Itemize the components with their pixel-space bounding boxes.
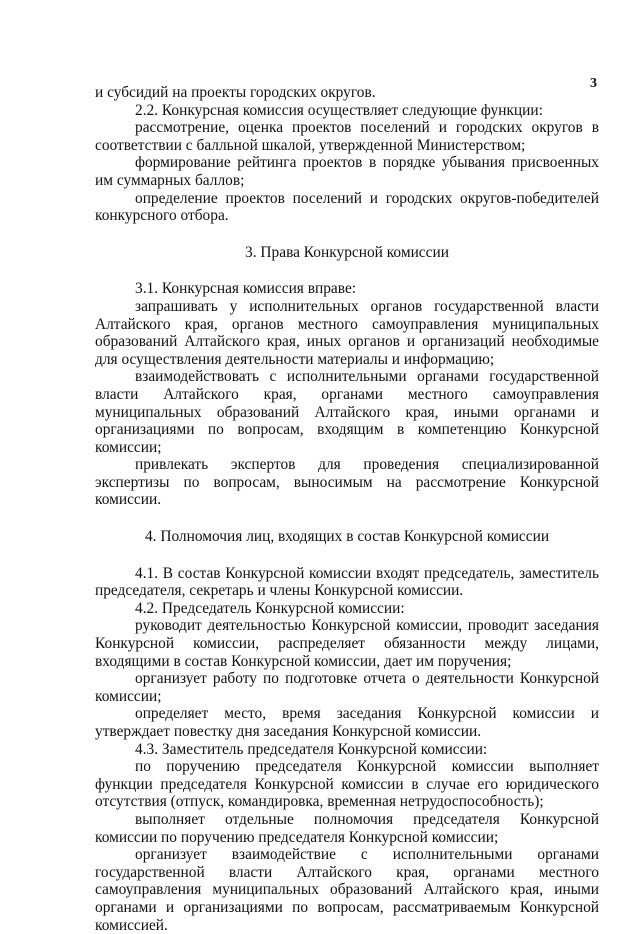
paragraph-right-interact: взаимодействовать с исполнительными органами государственной власти Алтайского края, органами местного самоуправления муниципальных образований Алтайского края, иными органами и организациями по вопросам, входящим в компетенцию Конкурсной комиссии; xyxy=(95,368,599,456)
section-4-heading: 4. Полномочия лиц, входящих в состав Конкурсной комиссии xyxy=(144,528,550,546)
paragraph-chair-leads: руководит деятельностью Конкурсной комиссии, проводит заседания Конкурсной комиссии, распределяет обязанности между лицами, входящими в состав Конкурсной комиссии, дает им поручения; xyxy=(95,617,599,670)
paragraph-function-evaluation: рассмотрение, оценка проектов поселений и городских округов в соответствии с балльной шкалой, утвержденной Министерством; xyxy=(95,119,599,154)
paragraph-right-request: запрашивать у исполнительных органов государственной власти Алтайского края, органов местного самоуправления муниципальных образований Алтайского края, иных органов и организаций необходимые для осуществления деятельности материалы и информацию; xyxy=(95,297,599,368)
paragraph-clause-2-2: 2.2. Конкурсная комиссия осуществляет следующие функции: xyxy=(135,101,543,119)
paragraph-clause-4-1: 4.1. В состав Конкурсной комиссии входят председатель, заместитель председателя, секретарь и члены Конкурсной комиссии. xyxy=(95,564,599,600)
paragraph-continuation: и субсидий на проекты городских округов. xyxy=(95,84,376,101)
paragraph-right-experts: привлекать экспертов для проведения специализированной экспертизы по вопросам, выносимым на рассмотрение Конкурсной комиссии. xyxy=(95,456,599,509)
section-3-heading: 3. Права Конкурсной комиссии xyxy=(245,243,449,261)
paragraph-clause-4-2: 4.2. Председатель Конкурсной комиссии: xyxy=(135,599,405,617)
document-body xyxy=(95,84,599,934)
paragraph-function-rating: формирование рейтинга проектов в порядке убывания присвоенных им суммарных баллов; xyxy=(95,154,599,189)
paragraph-deputy-substitute: по поручению председателя Конкурсной комиссии выполняет функции председателя Конкурсной комиссии в случае его юридического отсутствия (отпуск, командировка, временная нетрудоспособность); xyxy=(95,758,599,811)
paragraph-clause-3-1: 3.1. Конкурсная комиссия вправе: xyxy=(135,280,357,298)
paragraph-deputy-powers: выполняет отдельные полномочия председателя Конкурсной комиссии по поручению председателя Конкурсной комиссии; xyxy=(95,810,599,846)
paragraph-chair-report: организует работу по подготовке отчета о деятельности Конкурсной комиссии; xyxy=(95,670,599,705)
paragraph-chair-schedule: определяет место, время заседания Конкурсной комиссии и утверждает повестку дня заседания Конкурсной комиссии. xyxy=(95,705,599,740)
page-number: 3 xyxy=(590,76,597,91)
paragraph-deputy-interact: организует взаимодействие с исполнительными органами государственной власти Алтайского края, органами местного самоуправления муниципальных образований Алтайского края, иными органами и организациями по вопросам, рассматриваемым Конкурсной комиссией. xyxy=(95,846,599,934)
paragraph-clause-4-3: 4.3. Заместитель председателя Конкурсной комиссии: xyxy=(135,740,488,758)
paragraph-function-winners: определение проектов поселений и городских округов-победителей конкурсного отбора. xyxy=(95,189,599,225)
